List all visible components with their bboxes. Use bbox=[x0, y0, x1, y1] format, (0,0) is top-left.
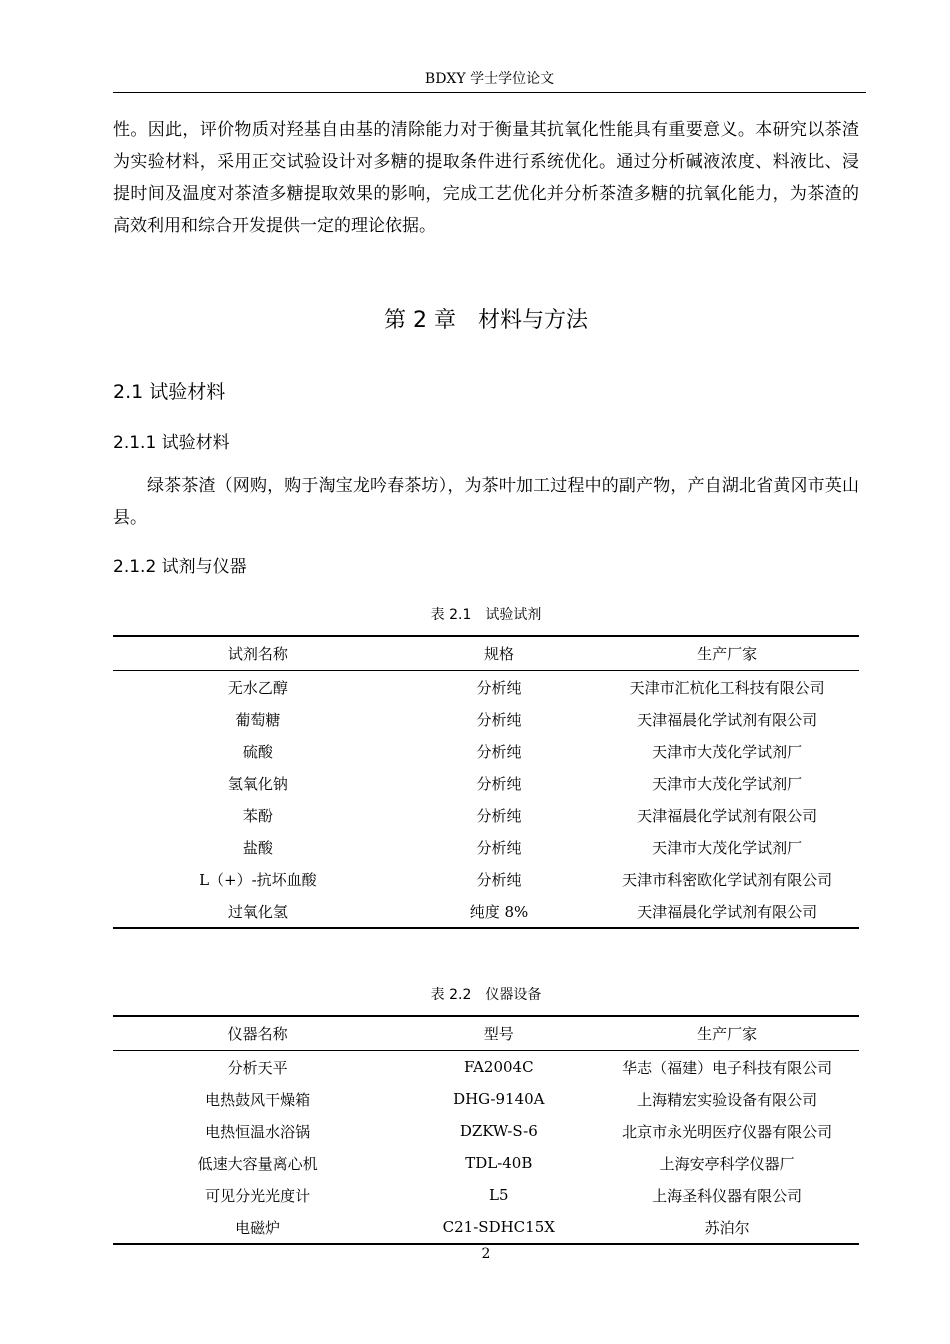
intro-paragraph: 性。因此，评价物质对羟基自由基的清除能力对于衡量其抗氧化性能具有重要意义。本研究以茶渣为实验材料，采用正交试验设计对多糖的提取条件进行系统优化。通过分析碱液浓度、料液比、浸提时间及温度对茶渣多糖提取效果的影响，完成工艺优化并分析茶渣多糖的抗氧化能力，为茶渣的高效利用和综合开发提供一定的理论依据。 bbox=[113, 120, 859, 236]
table-row bbox=[113, 1083, 859, 1115]
table-cell: L5 bbox=[489, 1186, 509, 1204]
table-row bbox=[113, 863, 859, 895]
table-cell: 电磁炉 bbox=[235, 1218, 281, 1237]
table-cell: 天津市大茂化学试剂厂 bbox=[652, 774, 803, 793]
table-cell: 苏泊尔 bbox=[704, 1218, 750, 1237]
table-row bbox=[113, 1179, 859, 1211]
table-cell: 天津福晨化学试剂有限公司 bbox=[637, 902, 818, 921]
table-header-row bbox=[113, 636, 859, 671]
table-header-cell: 仪器名称 bbox=[113, 1016, 402, 1051]
table-cell: L（+）-抗坏血酸 bbox=[199, 870, 317, 889]
table-cell: 上海精宏实验设备有限公司 bbox=[637, 1090, 818, 1109]
table-row bbox=[113, 1115, 859, 1147]
page-number: 2 bbox=[481, 1246, 491, 1262]
table-cell: C21-SDHC15X bbox=[442, 1218, 555, 1236]
table-header-cell: 生产厂家 bbox=[595, 1016, 859, 1051]
table-cell: 北京市永光明医疗仪器有限公司 bbox=[622, 1122, 833, 1141]
table-cell: 电热鼓风干燥箱 bbox=[205, 1090, 311, 1109]
table-cell: FA2004C bbox=[463, 1058, 534, 1076]
table-cell: 无水乙醇 bbox=[227, 678, 288, 697]
table-cell: 分析纯 bbox=[476, 710, 522, 729]
chapter-title: 第 2 章 材料与方法 bbox=[384, 308, 588, 333]
table-cell: 盐酸 bbox=[242, 838, 273, 857]
table-row bbox=[113, 895, 859, 928]
table-cell: 分析纯 bbox=[476, 678, 522, 697]
table-row bbox=[113, 767, 859, 799]
table-cell: 分析天平 bbox=[227, 1058, 288, 1077]
table-row bbox=[113, 671, 859, 704]
header-rule bbox=[113, 92, 866, 93]
table-row bbox=[113, 831, 859, 863]
section-2-1-heading: 2.1 试验材料 bbox=[113, 381, 226, 403]
table-cell: TDL-40B bbox=[465, 1154, 533, 1172]
table-cell: 电热恒温水浴锅 bbox=[205, 1122, 311, 1141]
table-row bbox=[113, 1211, 859, 1244]
table-cell: 分析纯 bbox=[476, 870, 522, 889]
table-row bbox=[113, 703, 859, 735]
table-cell: 分析纯 bbox=[476, 838, 522, 857]
table-row bbox=[113, 735, 859, 767]
table-cell: 华志（福建）电子科技有限公司 bbox=[622, 1058, 833, 1077]
table-cell: 天津市大茂化学试剂厂 bbox=[652, 742, 803, 761]
table-cell: 纯度 8% bbox=[469, 902, 529, 921]
table-cell: 硫酸 bbox=[242, 742, 273, 761]
table-header-cell: 规格 bbox=[403, 636, 595, 671]
table-header-cell: 生产厂家 bbox=[595, 636, 859, 671]
reagents-table bbox=[113, 635, 859, 929]
table-cell: 过氧化氢 bbox=[227, 902, 288, 921]
table-cell: DZKW-S-6 bbox=[459, 1122, 538, 1140]
table-row bbox=[113, 1051, 859, 1084]
table-cell: 苯酚 bbox=[242, 806, 273, 825]
page-header: BDXY 学士学位论文 bbox=[424, 71, 555, 87]
table-cell: 天津市大茂化学试剂厂 bbox=[652, 838, 803, 857]
table-header-cell: 试剂名称 bbox=[113, 636, 403, 671]
table-cell: 分析纯 bbox=[476, 742, 522, 761]
section-2-1-2-heading: 2.1.2 试剂与仪器 bbox=[113, 557, 247, 577]
table-cell: 天津福晨化学试剂有限公司 bbox=[637, 806, 818, 825]
table-row bbox=[113, 1147, 859, 1179]
instruments-table bbox=[113, 1015, 859, 1245]
table-header-row bbox=[113, 1016, 859, 1051]
table-header-cell: 型号 bbox=[402, 1016, 595, 1051]
table-cell: 天津市科密欧化学试剂有限公司 bbox=[622, 870, 833, 889]
table1-caption: 表 2.1 试验试剂 bbox=[430, 607, 542, 623]
table-cell: 可见分光光度计 bbox=[205, 1186, 311, 1205]
table-cell: 分析纯 bbox=[476, 806, 522, 825]
table-cell: 葡萄糖 bbox=[235, 710, 281, 729]
table-cell: 上海圣科仪器有限公司 bbox=[652, 1186, 803, 1205]
section-2-1-1-body: 绿茶茶渣（网购，购于淘宝龙吟春茶坊），为茶叶加工过程中的副产物，产自湖北省黄冈市英山县。 bbox=[113, 476, 859, 528]
table-row bbox=[113, 799, 859, 831]
table-cell: 天津福晨化学试剂有限公司 bbox=[637, 710, 818, 729]
table-cell: 氢氧化钠 bbox=[227, 774, 288, 793]
table-cell: 上海安亭科学仪器厂 bbox=[659, 1154, 795, 1173]
table-cell: DHG-9140A bbox=[453, 1090, 545, 1108]
section-2-1-1-heading: 2.1.1 试验材料 bbox=[113, 433, 230, 453]
table-cell: 低速大容量离心机 bbox=[197, 1154, 318, 1173]
table-cell: 天津市汇杭化工科技有限公司 bbox=[629, 678, 825, 697]
table2-caption: 表 2.2 仪器设备 bbox=[430, 987, 542, 1003]
table-cell: 分析纯 bbox=[476, 774, 522, 793]
